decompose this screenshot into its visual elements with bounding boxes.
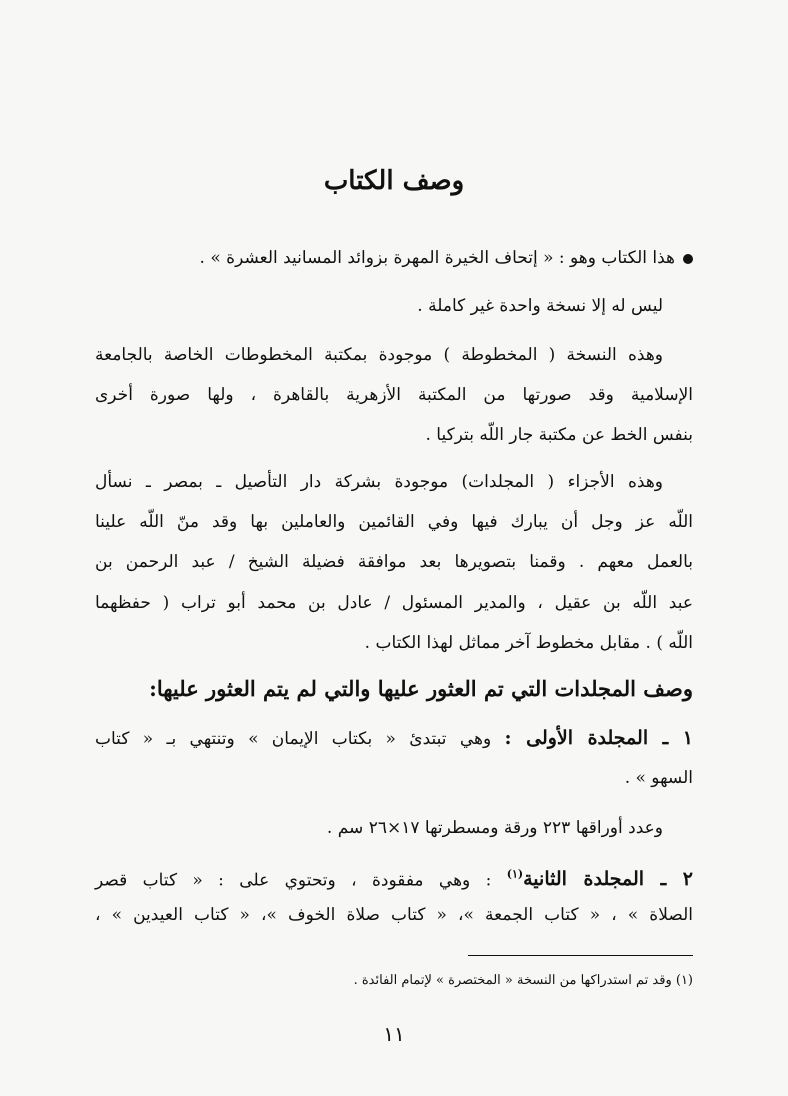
bullet-icon [683, 254, 693, 264]
page-number: ١١ [383, 1022, 405, 1046]
text-line-6: وهذه الأجزاء ( المجلدات) موجودة بشركة دار التأصيل ـ بمصر ـ نسأل [95, 472, 663, 492]
footnote-marker: (١) [506, 868, 524, 881]
text-line-10: اللّه ) . مقابل مخطوط آخر مماثل لهذا الكتاب . [364, 633, 693, 653]
text-line-14: وعدد أوراقها ٢٢٣ ورقة ومسطرتها ١٧×٢٦ سم . [326, 818, 663, 838]
footnote: (١) وقد تم استدراكها من النسخة « المختصرة » لإتمام الفائدة . [353, 973, 693, 988]
page-title: وصف الكتاب [323, 166, 465, 196]
text-line-2: ليس له إلا نسخة واحدة غير كاملة . [417, 296, 663, 316]
text-line-1-content: هذا الكتاب وهو : « إتحاف الخيرة المهرة بزوائد المسانيد العشرة » . [199, 248, 675, 268]
text-line-4: الإسلامية وقد صورتها من المكتبة الأزهرية بالقاهرة ، ولها صورة أخرى [95, 385, 693, 405]
volume-2-label-text: ٢ ـ المجلدة الثانية [523, 868, 694, 891]
footnote-divider [468, 955, 693, 956]
text-line-5: بنفس الخط عن مكتبة جار اللّه بتركيا . [425, 425, 693, 445]
text-line-12 [95, 723, 693, 754]
volume-2-label [507, 868, 693, 890]
text-line-1 [95, 243, 693, 273]
volume-1-label: ١ ـ المجلدة الأولى : [504, 727, 693, 749]
section-heading: وصف المجلدات التي تم العثور عليها والتي لم يتم العثور عليها: [149, 676, 693, 701]
volume-2-description: : وهي مفقودة ، وتحتوي على : « كتاب قصر [95, 870, 492, 891]
text-line-15 [95, 860, 693, 895]
text-line-8: بالعمل معهم . وقمنا بتصويرها بعد موافقة فضيلة الشيخ / عبد الرحمن بن [95, 552, 693, 572]
volume-1-description: وهي تبتدئ « بكتاب الإيمان » وتنتهي بـ « كتاب [95, 729, 492, 749]
text-line-13: السهو » . [624, 768, 693, 788]
text-line-16: الصلاة » ، « كتاب الجمعة »، « كتاب صلاة الخوف »، « كتاب العيدين » ، [95, 905, 693, 925]
text-line-9: عبد اللّه بن عقيل ، والمدير المسئول / عادل بن محمد أبو تراب ( حفظهما [95, 593, 693, 613]
text-line-3: وهذه النسخة ( المخطوطة ) موجودة بمكتبة المخطوطات الخاصة بالجامعة [95, 345, 663, 365]
text-line-7: اللّه عز وجل أن يبارك فيها وفي القائمين والعاملين بها وقد منّ اللّه علينا [95, 512, 693, 532]
